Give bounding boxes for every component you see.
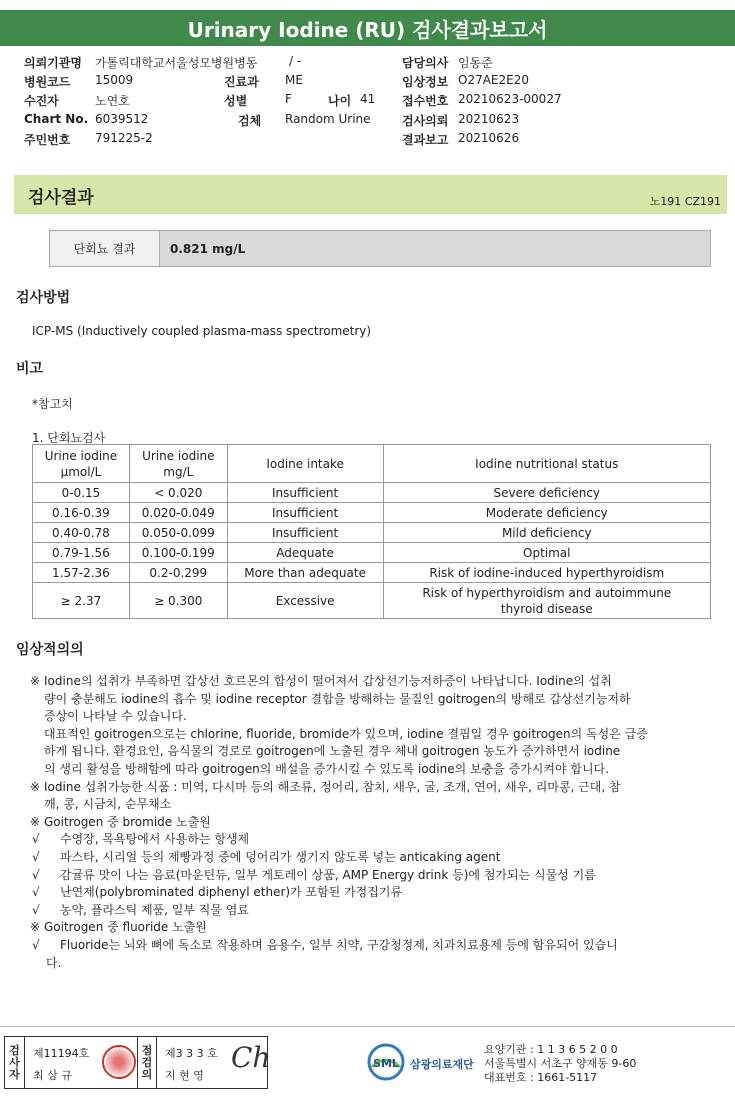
ward-value: / -: [289, 54, 302, 68]
table-cell: 1.57-2.36: [33, 563, 130, 583]
table-cell: Insufficient: [227, 503, 383, 523]
table-cell: Moderate deficiency: [383, 503, 710, 523]
check-icon: √: [32, 902, 40, 917]
result-box: [49, 230, 711, 267]
table-row: [33, 543, 711, 563]
age-value: 41: [360, 92, 376, 106]
signature-box: [4, 1036, 271, 1089]
result-item-label: 단회뇨 결과: [50, 231, 160, 266]
table-cell: Risk of iodine-induced hyperthyroidism: [383, 563, 710, 583]
method-title: 검사방법: [16, 290, 71, 306]
request-value: 20210623: [458, 112, 520, 126]
note-mark: ※: [30, 779, 41, 794]
table-cell: Optimal: [383, 543, 710, 563]
org-name: 삼광의료재단: [410, 1058, 474, 1071]
table-cell: 0.2-0.299: [129, 563, 227, 583]
seal-stamp-icon: [102, 1045, 136, 1079]
table-cell: 0.100-0.199: [129, 543, 227, 563]
check-icon: √: [32, 885, 40, 900]
dept-value: ME: [285, 73, 303, 87]
table-cell: ≥ 2.37: [33, 583, 130, 619]
table-title: 1. 단회뇨검사: [32, 431, 106, 445]
phone-number: 대표번호 : 1661-5117: [484, 1071, 598, 1084]
table-cell: Risk of hyperthyroidism and autoimmune thyroid disease: [383, 583, 710, 619]
clinical-text: [30, 673, 700, 972]
report-title: Urinary Iodine (RU) 검사결과보고서: [0, 10, 735, 46]
list-item-text: 파스타, 시리얼 등의 제빵과정 중에 덩어리가 생기지 않도록 넣는 anticaking agent: [60, 849, 501, 864]
text-line: 깨, 콩, 시금치, 순무채소: [44, 797, 172, 812]
table-cell: Excessive: [227, 583, 383, 619]
text-line: 증상이 나타날 수 있습니다.: [44, 709, 187, 724]
footer-divider: [0, 1026, 735, 1027]
clinical-info-value: O27AE2E20: [458, 73, 529, 87]
specimen-label: 검체: [238, 114, 262, 128]
table-row: [33, 563, 711, 583]
list-item: [30, 955, 700, 973]
text-line: 하게 됩니다. 환경요인, 음식물의 경로로 goitrogen에 노출된 경우 체내 goitrogen 농도가 증가하면서 iodine: [44, 744, 621, 759]
text-line: 량이 충분해도 iodine의 흡수 및 iodine receptor 결합을 방해하는 물질인 goitrogen의 방해로 갑상선기능저하: [44, 691, 631, 706]
doctor-label: 담당의사: [402, 56, 449, 70]
clinical-info-label: 임상정보: [402, 75, 449, 89]
check-icon: √: [32, 867, 40, 882]
table-cell: More than adequate: [227, 563, 383, 583]
sex-label: 성별: [224, 94, 248, 108]
reference-table: [32, 444, 711, 619]
request-label: 검사의뢰: [402, 114, 449, 128]
clinical-paragraph-4: [30, 919, 700, 937]
signature-icon: Ch: [231, 1041, 271, 1074]
rrn-value: 791225-2: [95, 131, 153, 145]
rrn-label: 주민번호: [24, 133, 71, 147]
text-line: Iodine 섭취가능한 식품 : 미역, 다시마 등의 해조류, 정어리, 참치, 새우, 굴, 조개, 연어, 새우, 리마콩, 근대, 참: [44, 779, 621, 794]
method-text: ICP-MS (Inductively coupled plasma-mass spectrometry): [32, 324, 372, 338]
table-row: [33, 503, 711, 523]
list-item-text: 다.: [46, 955, 62, 970]
hospital-code-value: 15009: [95, 73, 134, 87]
table-cell: Insufficient: [227, 483, 383, 503]
test-code: 노191 CZ191: [649, 195, 721, 208]
address-line: 서울특별시 서초구 양재동 9-60: [484, 1057, 637, 1070]
list-item: [30, 849, 700, 867]
list-item: [30, 831, 700, 849]
table-cell: 0.020-0.049: [129, 503, 227, 523]
result-section-header: [14, 175, 727, 214]
list-item-text: 수영장, 목욕탕에서 사용하는 항생제: [60, 832, 250, 847]
receipt-value: 20210623-00027: [458, 92, 562, 106]
table-cell: ≥ 0.300: [129, 583, 227, 619]
list-item-text: 감귤류 맛이 나는 음료(마운틴듀, 일부 게토레이 상품, AMP Energy drink 등)에 첨가되는 식물성 기름: [60, 867, 596, 882]
table-cell: Adequate: [227, 543, 383, 563]
tester-license: 제11194호: [33, 1047, 90, 1060]
table-cell: 0.79-1.56: [33, 543, 130, 563]
checker-label: 점검의: [137, 1037, 157, 1088]
table-row: [33, 523, 711, 543]
institution-value: 가톨릭대학교서울성모병원병동: [95, 56, 258, 70]
result-item-value: 0.821 mg/L: [170, 241, 246, 256]
text-line: 의 생리 활성을 방해함에 따라 goitrogen의 배설을 증가시킬 수 있도록 iodine의 보충을 증가시켜야 합니다.: [44, 761, 609, 776]
clinical-paragraph-2: [30, 779, 700, 814]
bromide-title: Goitrogen 중 bromide 노출원: [44, 814, 211, 829]
list-item-text: 난연제(polybrominated diphenyl ether)가 포함된 가정집기류: [60, 885, 403, 900]
table-row: [33, 583, 711, 619]
receipt-label: 접수번호: [402, 94, 449, 108]
institution-label: 의뢰기관명: [24, 56, 82, 70]
institution-number: 요양기관 : 1 1 3 6 5 2 0 0: [484, 1043, 618, 1056]
list-item: [30, 884, 700, 902]
chart-value: 6039512: [95, 112, 149, 126]
table-header-cell: Urine iodine mg/L: [129, 445, 227, 483]
table-header-cell: Iodine intake: [227, 445, 383, 483]
clinical-paragraph-1: [30, 673, 700, 779]
chart-label: Chart No.: [24, 112, 89, 126]
report-label: 결과보고: [402, 133, 449, 147]
table-cell: Mild deficiency: [383, 523, 710, 543]
check-icon: √: [32, 832, 40, 847]
note-mark: ※: [30, 814, 41, 829]
table-cell: Severe deficiency: [383, 483, 710, 503]
table-cell: 0.40-0.78: [33, 523, 130, 543]
clinical-paragraph-3: [30, 814, 700, 832]
dept-label: 진료과: [224, 75, 259, 89]
text-line: Iodine의 섭취가 부족하면 갑상선 호르몬의 합성이 떨어져서 갑상선기능저하증이 나타납니다. Iodine의 섭취: [44, 674, 612, 688]
check-icon: √: [32, 937, 40, 952]
sml-logo-text: SML: [373, 1057, 399, 1070]
sml-logo-icon: [366, 1043, 406, 1081]
table-cell: < 0.020: [129, 483, 227, 503]
list-item: [30, 937, 700, 955]
list-item-text: 농약, 플라스틱 제품, 일부 직물 염료: [60, 902, 249, 917]
patient-label: 수진자: [24, 94, 59, 108]
patient-value: 노연호: [95, 94, 130, 108]
table-row: [33, 483, 711, 503]
list-item: [30, 867, 700, 885]
specimen-value: Random Urine: [285, 112, 371, 126]
table-cell: 0.050-0.099: [129, 523, 227, 543]
org-address: [484, 1043, 636, 1085]
table-header-cell: Urine iodine µmol/L: [33, 445, 130, 483]
checker-name: 지 현 영: [165, 1069, 204, 1082]
note-mark: ※: [30, 674, 41, 688]
report-value: 20210626: [458, 131, 520, 145]
hospital-code-label: 병원코드: [24, 75, 71, 89]
text-line: 대표적인 goitrogen으로는 chlorine, fluoride, bromide가 있으며, iodine 결핍일 경우 goitrogen의 독성은 급증: [44, 726, 648, 741]
list-item: [30, 902, 700, 920]
age-label: 나이: [328, 94, 352, 108]
tester-label: 검사자: [5, 1037, 25, 1088]
result-section-title: 검사결과: [28, 188, 94, 208]
checker-license: 제3 3 3 호: [165, 1047, 218, 1060]
table-cell: 0-0.15: [33, 483, 130, 503]
table-cell: 0.16-0.39: [33, 503, 130, 523]
note-mark: ※: [30, 920, 41, 935]
check-icon: √: [32, 849, 40, 864]
list-item-text: Fluoride는 뇌와 뼈에 독소로 작용하며 음용수, 일부 치약, 구강청정제, 치과치료용제 등에 함유되어 있습니: [60, 937, 618, 952]
fluoride-title: Goitrogen 중 fluoride 노출원: [44, 920, 207, 935]
table-cell: Insufficient: [227, 523, 383, 543]
doctor-value: 임동준: [458, 56, 493, 70]
tester-name: 최 삼 규: [33, 1069, 72, 1082]
reference-label: *참고치: [32, 397, 73, 411]
table-header-cell: Iodine nutritional status: [383, 445, 710, 483]
clinical-title: 임상적의의: [16, 642, 84, 658]
remarks-title: 비고: [16, 361, 44, 377]
sex-value: F: [285, 92, 292, 106]
